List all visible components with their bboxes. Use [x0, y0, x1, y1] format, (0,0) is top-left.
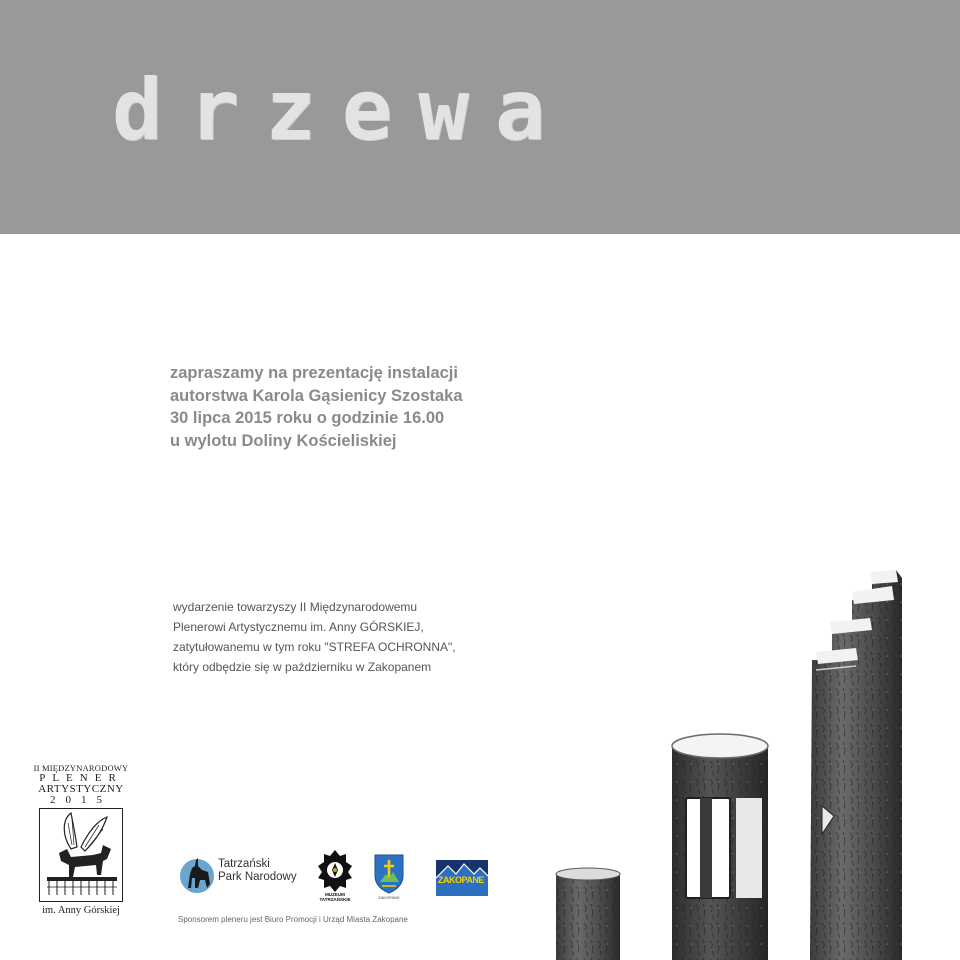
- tpn-name: [218, 858, 297, 884]
- short-log: [556, 868, 620, 960]
- sculpture-photo: [540, 560, 960, 960]
- zakopane-brand-logo: [436, 860, 488, 896]
- event-info-line: który odbędzie się w październiku w Zakopanem: [173, 660, 432, 674]
- sponsor-note: Sponsorem pleneru jest Biuro Promocji i Urząd Miasta Zakopane: [178, 915, 408, 924]
- plener-logo-caption: im. Anny Górskiej: [42, 905, 120, 916]
- tpn-line: Tatrzański: [218, 858, 270, 870]
- plener-logo-frame: [39, 808, 123, 902]
- zakopane-brand-label: ZAKOPANE: [438, 875, 484, 885]
- muzeum-line: TATRZAŃSKIE: [319, 897, 351, 902]
- middle-log: [672, 734, 768, 960]
- chamois-icon: [178, 854, 216, 894]
- poster-title: drzewa: [112, 61, 572, 159]
- event-info-line: zatytułowanemu w tym roku "STREFA OCHRONNA",: [173, 640, 456, 654]
- zakopane-crest-logo: [372, 852, 406, 904]
- plener-logo-line: 2015: [50, 794, 112, 806]
- plener-logo-line: PLENER: [39, 772, 123, 784]
- event-info-line: Plenerowi Artystycznemu im. Anny GÓRSKIEJ,: [173, 620, 424, 634]
- tall-log: [810, 570, 902, 960]
- muzeum-name: [314, 892, 356, 902]
- zakopane-crest-icon: [372, 852, 406, 894]
- tpn-logo: [178, 852, 304, 896]
- invitation-line: zapraszamy na prezentację instalacji: [170, 364, 458, 382]
- header-band: [0, 0, 960, 234]
- invitation-line: u wylotu Doliny Kościeliskiej: [170, 431, 397, 450]
- winged-horse-icon: [41, 809, 122, 900]
- invitation-line: 30 lipca 2015 roku o godzinie 16.00: [170, 409, 445, 427]
- event-info-text: [173, 597, 456, 677]
- plener-logo-line: II MIĘDZYNARODOWY: [33, 763, 129, 773]
- plener-logo-line: ARTYSTYCZNY: [38, 783, 124, 795]
- invitation-text: [170, 362, 463, 452]
- muzeum-logo: [314, 848, 356, 908]
- event-info-line: wydarzenie towarzyszy II Międzynarodowemu: [173, 600, 418, 614]
- plener-logo: [30, 763, 132, 925]
- zakopane-crest-label: ZAKOPANE: [378, 895, 400, 900]
- invitation-line: autorstwa Karola Gąsienicy Szostaka: [170, 386, 463, 405]
- muzeum-emblem-icon: [314, 848, 356, 892]
- tpn-line: Park Narodowy: [218, 871, 297, 883]
- muzeum-line: MUZEUM: [325, 892, 345, 897]
